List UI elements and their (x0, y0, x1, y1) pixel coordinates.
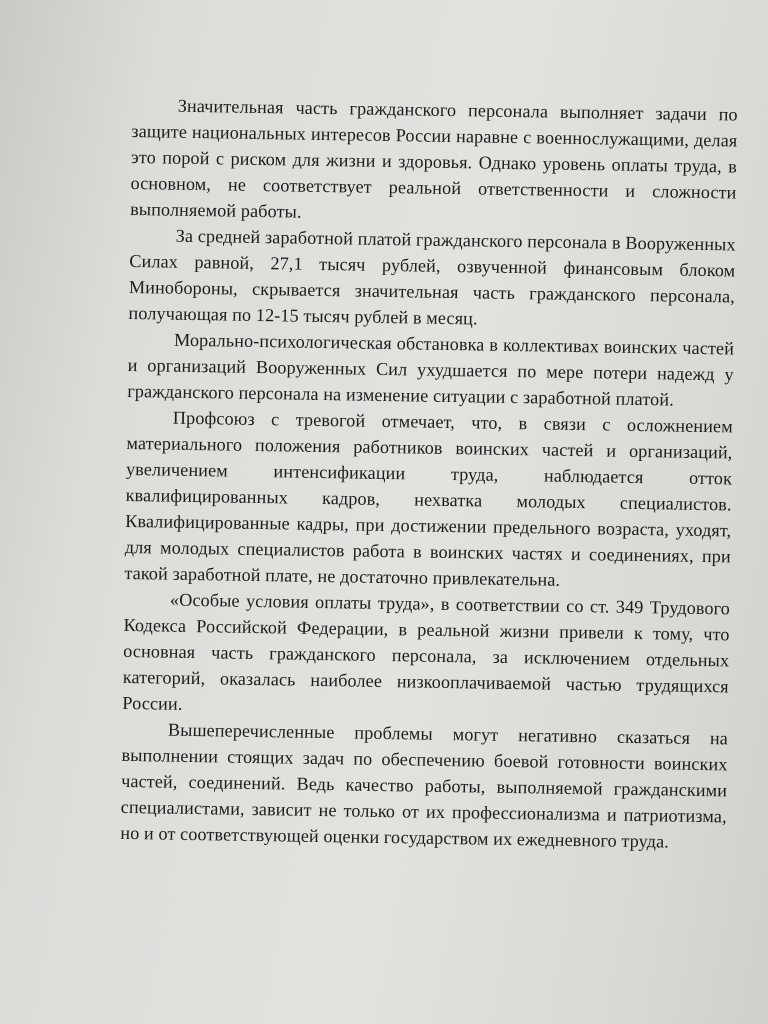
paragraph-1: Значительная часть гражданского персонала выполняет задачи по защите национальных интересов России наравне с военнослужащими, делая это порой с риском для жизни и здоровья. Однако уровень оплаты труда, в основном, не соответствует реальной ответственности и сложности выполняемой работы. (130, 95, 738, 222)
paragraph-3: Морально-психологическая обстановка в коллективах воинских частей и организаций Вооруженных Сил ухудшается по мере потери надежд у гражданского персонала на изменение ситуации с заработной платой. (127, 329, 735, 410)
document-body (120, 92, 738, 855)
paragraph-2: За средней заработной платой гражданского персонала в Вооруженных Силах равной, 27,1 тысяч рублей, озвученной финансовым блоком Минобороны, скрывается значительная часть гражданского персонала, получающая по 12-15 тысяч рублей в месяц. (128, 225, 736, 329)
paragraph-6: Вышеперечисленные проблемы могут негативно сказаться на выполнении стоящих задач по обеспечению боевой готовности воинских частей, соединений. Ведь качество работы, выполняемой гражданскими специалистами, зависит не только от их профессионализма и патриотизма, но и от соответствующей оценки государством их ежедневного труда. (120, 719, 729, 852)
paragraph-4: Профсоюз с тревогой отмечает, что, в связи с осложнением материального положения работников воинских частей и организаций, увеличением интенсификации труда, наблюдается отток квалифицированных кадров, нехватка молодых специалистов. Квалифицированные кадры, при достижении предельного возраста, уходят, для молодых специалистов работа в воинских частях и соединениях, при такой заработной плате, не достаточно привлекательна. (124, 407, 733, 590)
paragraph-5: «Особые условия оплаты труда», в соответствии со ст. 349 Трудового Кодекса Российской Федерации, в реальной жизни привели к тому, что основная часть гражданского персонала, за исключением отдельных категорий, оказалась наиболее низкооплачиваемой частью трудящихся России. (122, 589, 731, 714)
